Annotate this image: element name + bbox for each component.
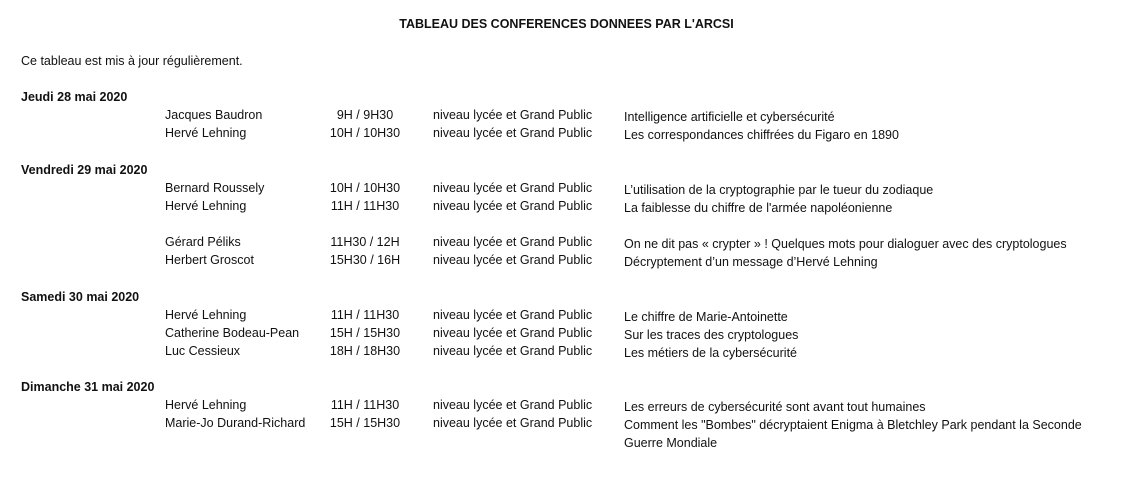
talk-topic: On ne dit pas « crypter » ! Quelques mots pour dialoguer avec des cryptologues bbox=[624, 237, 1067, 251]
talk-topic: Décryptement d’un message d’Hervé Lehning bbox=[624, 255, 878, 269]
speaker-name: Gérard Péliks bbox=[165, 235, 241, 249]
day-heading: Vendredi 29 mai 2020 bbox=[21, 163, 148, 177]
table-row bbox=[0, 199, 1133, 217]
speaker-name: Hervé Lehning bbox=[165, 308, 247, 322]
table-row bbox=[0, 326, 1133, 344]
talk-topic: Le chiffre de Marie-Antoinette bbox=[624, 310, 788, 324]
talk-topic: L’utilisation de la cryptographie par le tueur du zodiaque bbox=[624, 183, 934, 197]
audience-level: niveau lycée et Grand Public bbox=[433, 344, 593, 358]
page-title: TABLEAU DES CONFERENCES DONNEES PAR L'ARCSI bbox=[399, 17, 734, 31]
talk-topic: Comment les "Bombes" décryptaient Enigma à Bletchley Park pendant la Seconde Guerre Mondiale bbox=[624, 418, 1082, 450]
table-row bbox=[0, 308, 1133, 326]
day-heading: Dimanche 31 mai 2020 bbox=[21, 380, 155, 394]
talk-topic: Les métiers de la cybersécurité bbox=[624, 346, 797, 360]
table-row bbox=[0, 181, 1133, 199]
time-slot: 15H / 15H30 bbox=[329, 416, 401, 430]
time-slot: 15H / 15H30 bbox=[329, 326, 401, 340]
audience-level: niveau lycée et Grand Public bbox=[433, 126, 593, 140]
time-slot: 15H30 / 16H bbox=[329, 253, 401, 267]
time-slot: 18H / 18H30 bbox=[329, 344, 401, 358]
audience-level: niveau lycée et Grand Public bbox=[433, 199, 593, 213]
speaker-name: Jacques Baudron bbox=[165, 108, 263, 122]
speaker-name: Catherine Bodeau-Pean bbox=[165, 326, 300, 340]
intro-text: Ce tableau est mis à jour régulièrement. bbox=[21, 54, 243, 68]
day-heading: Samedi 30 mai 2020 bbox=[21, 290, 140, 304]
speaker-name: Bernard Roussely bbox=[165, 181, 265, 195]
time-slot: 11H / 11H30 bbox=[330, 398, 400, 412]
time-slot: 9H / 9H30 bbox=[336, 108, 394, 122]
speaker-name: Hervé Lehning bbox=[165, 126, 247, 140]
audience-level: niveau lycée et Grand Public bbox=[433, 181, 593, 195]
speaker-name: Herbert Groscot bbox=[165, 253, 254, 267]
table-row bbox=[0, 126, 1133, 144]
audience-level: niveau lycée et Grand Public bbox=[433, 108, 593, 122]
speaker-name: Luc Cessieux bbox=[165, 344, 241, 358]
table-row bbox=[0, 235, 1133, 253]
audience-level: niveau lycée et Grand Public bbox=[433, 416, 593, 430]
table-row bbox=[0, 253, 1133, 271]
table-row bbox=[0, 108, 1133, 126]
speaker-name: Marie-Jo Durand-Richard bbox=[165, 416, 306, 430]
talk-topic: Sur les traces des cryptologues bbox=[624, 328, 799, 342]
day-heading: Jeudi 28 mai 2020 bbox=[21, 90, 128, 104]
table-row bbox=[0, 344, 1133, 362]
time-slot: 10H / 10H30 bbox=[329, 181, 401, 195]
speaker-name: Hervé Lehning bbox=[165, 398, 247, 412]
audience-level: niveau lycée et Grand Public bbox=[433, 398, 593, 412]
talk-topic: La faiblesse du chiffre de l'armée napoléonienne bbox=[624, 201, 893, 215]
time-slot: 11H / 11H30 bbox=[330, 199, 400, 213]
audience-level: niveau lycée et Grand Public bbox=[433, 308, 593, 322]
talk-topic: Intelligence artificielle et cybersécurité bbox=[624, 110, 835, 124]
talk-topic: Les erreurs de cybersécurité sont avant tout humaines bbox=[624, 400, 926, 414]
audience-level: niveau lycée et Grand Public bbox=[433, 235, 593, 249]
talk-topic: Les correspondances chiffrées du Figaro en 1890 bbox=[624, 128, 899, 142]
audience-level: niveau lycée et Grand Public bbox=[433, 253, 593, 267]
audience-level: niveau lycée et Grand Public bbox=[433, 326, 593, 340]
time-slot: 10H / 10H30 bbox=[329, 126, 401, 140]
table-row bbox=[0, 416, 1133, 450]
time-slot: 11H30 / 12H bbox=[330, 235, 400, 249]
speaker-name: Hervé Lehning bbox=[165, 199, 247, 213]
table-row bbox=[0, 398, 1133, 416]
time-slot: 11H / 11H30 bbox=[330, 308, 400, 322]
